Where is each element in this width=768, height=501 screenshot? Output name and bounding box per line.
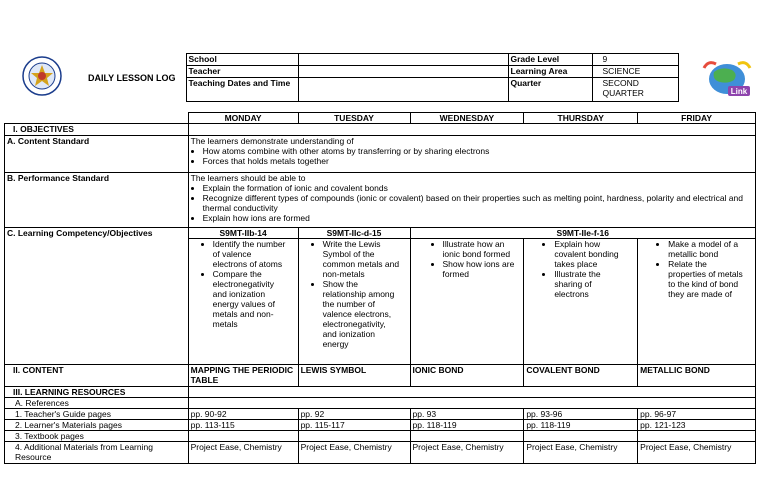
quarter-value: SECOND QUARTER	[592, 78, 678, 102]
objectives-friday	[638, 239, 756, 365]
learning-competency-label: C. Learning Competency/Objectives	[5, 228, 189, 365]
list-item: • Identify the number of valence electrons of atoms	[213, 239, 286, 269]
objectives-thursday	[524, 239, 638, 365]
additional-wednesday: Project Ease, Chemistry	[410, 442, 524, 464]
teacher-value	[298, 66, 508, 78]
lm-thursday: pp. 118-119	[524, 420, 638, 431]
list-item: • Illustrate how an ionic bond formed	[443, 239, 516, 259]
teaching-dates-label: Teaching Dates and Time	[186, 78, 298, 102]
learning-area-value: SCIENCE	[592, 66, 678, 78]
list-item: • Explain how ions are formed	[203, 213, 753, 223]
list-item: • Show the relationship among the number of valence electrons, electronegativity, and ionization energy	[323, 279, 400, 349]
lm-monday: pp. 113-115	[188, 420, 298, 431]
content-thursday: COVALENT BOND	[524, 365, 638, 387]
content-standard-list	[191, 146, 753, 166]
learners-materials-label: 2. Learner's Materials pages	[5, 420, 189, 431]
additional-materials-label: 4. Additional Materials from Learning Resource	[5, 442, 189, 464]
day-thursday: THURSDAY	[524, 113, 638, 124]
performance-standard-intro: The learners should be able to	[190, 173, 306, 183]
blank-corner	[5, 113, 189, 124]
objectives-wednesday	[410, 239, 524, 365]
objectives-heading: I. OBJECTIVES	[5, 124, 189, 136]
lm-tuesday: pp. 115-117	[298, 420, 410, 431]
performance-standard-list	[191, 183, 753, 223]
lm-wednesday: pp. 118-119	[410, 420, 524, 431]
additional-friday: Project Ease, Chemistry	[638, 442, 756, 464]
lesson-log-table	[4, 112, 756, 464]
teacher-label: Teacher	[186, 66, 298, 78]
textbook-label: 3. Textbook pages	[5, 431, 189, 442]
list-item: • Forces that holds metals together	[203, 156, 753, 166]
competency-code-wed-fri: S9MT-IIe-f-16	[410, 228, 756, 239]
header-table	[4, 53, 754, 102]
globe-link-logo-icon	[702, 58, 752, 98]
objectives-monday	[188, 239, 298, 365]
list-item: • Explain how covalent bonding takes place	[554, 239, 621, 269]
content-monday: MAPPING THE PERIODIC TABLE	[188, 365, 298, 387]
additional-thursday: Project Ease, Chemistry	[524, 442, 638, 464]
tg-friday: pp. 96-97	[638, 409, 756, 420]
list-item: • Show how ions are formed	[443, 259, 516, 279]
content-tuesday: LEWIS SYMBOL	[298, 365, 410, 387]
day-tuesday: TUESDAY	[298, 113, 410, 124]
list-item: • Illustrate the sharing of electrons	[554, 269, 621, 299]
grade-level-label: Grade Level	[508, 54, 592, 66]
tg-wednesday: pp. 93	[410, 409, 524, 420]
lesson-log-title: DAILY LESSON LOG	[88, 72, 176, 83]
grade-level-value: 9	[592, 54, 678, 66]
competency-code-tuesday: S9MT-IIc-d-15	[298, 228, 410, 239]
day-monday: MONDAY	[188, 113, 298, 124]
content-heading: II. CONTENT	[5, 365, 189, 387]
school-label: School	[186, 54, 298, 66]
quarter-label: Quarter	[508, 78, 592, 102]
performance-standard-value	[188, 173, 755, 228]
list-item: • Make a model of a metallic bond	[668, 239, 747, 259]
performance-standard-label: B. Performance Standard	[5, 173, 189, 228]
content-standard-value	[188, 136, 755, 173]
school-value	[298, 54, 508, 66]
references-label: A. References	[5, 398, 189, 409]
tg-tuesday: pp. 92	[298, 409, 410, 420]
list-item: • Write the Lewis Symbol of the common metals and non-metals	[323, 239, 400, 279]
teachers-guide-label: 1. Teacher's Guide pages	[5, 409, 189, 420]
additional-tuesday: Project Ease, Chemistry	[298, 442, 410, 464]
additional-monday: Project Ease, Chemistry	[188, 442, 298, 464]
teaching-dates-value	[298, 78, 508, 102]
list-item: • Compare the electronegativity and ionization energy values of metals and non-metals	[213, 269, 286, 329]
tg-monday: pp. 90-92	[188, 409, 298, 420]
content-wednesday: IONIC BOND	[410, 365, 524, 387]
learning-area-label: Learning Area	[508, 66, 592, 78]
competency-code-monday: S9MT-IIb-14	[188, 228, 298, 239]
day-friday: FRIDAY	[638, 113, 756, 124]
learning-resources-heading: III. LEARNING RESOURCES	[5, 387, 189, 398]
content-standard-label: A. Content Standard	[5, 136, 189, 173]
logo-text: Link	[730, 87, 748, 96]
list-item: • Explain the formation of ionic and covalent bonds	[203, 183, 753, 193]
lm-friday: pp. 121-123	[638, 420, 756, 431]
tg-thursday: pp. 93-96	[524, 409, 638, 420]
objectives-tuesday	[298, 239, 410, 365]
content-friday: METALLIC BOND	[638, 365, 756, 387]
list-item: • Relate the properties of metals to the kind of bond they are made of	[668, 259, 747, 299]
day-wednesday: WEDNESDAY	[410, 113, 524, 124]
content-standard-intro: The learners demonstrate understanding of	[190, 136, 354, 146]
list-item: • How atoms combine with other atoms by transferring or by sharing electrons	[203, 146, 753, 156]
list-item: • Recognize different types of compounds (ionic or covalent) based on their properties such as melting point, hardness, polarity and electrical and thermal conductivity	[203, 193, 753, 213]
